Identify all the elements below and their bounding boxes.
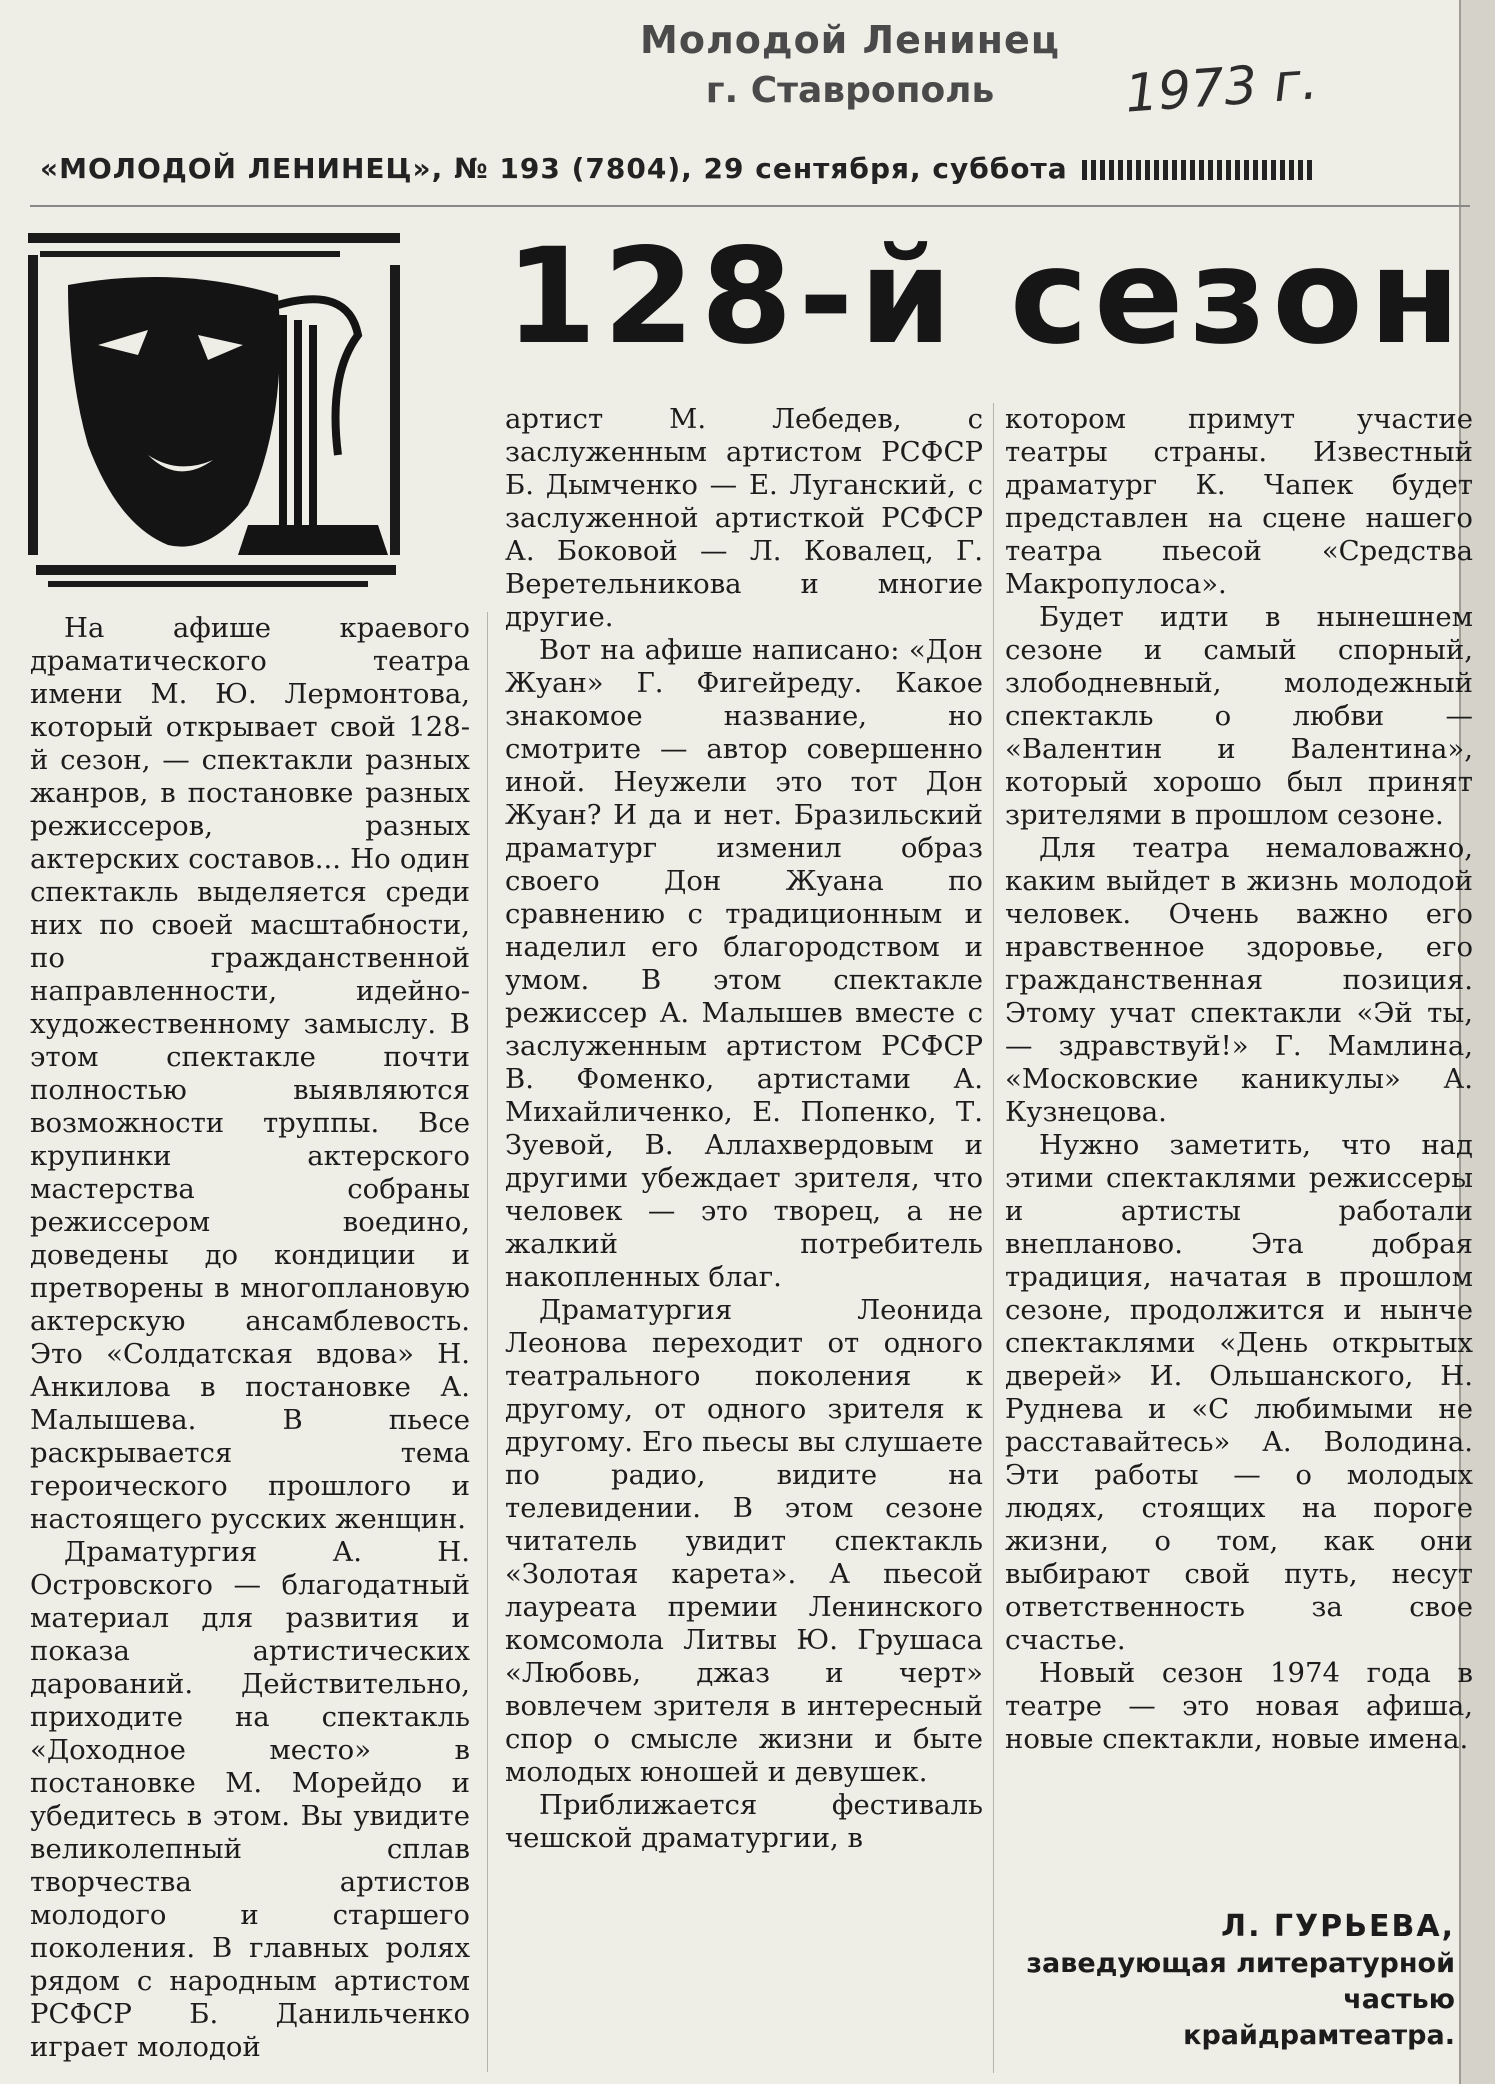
handwritten-year: 1973 г. bbox=[1123, 51, 1320, 125]
newspaper-name-stamp: Молодой Ленинец bbox=[640, 18, 1060, 62]
masthead-rule bbox=[30, 205, 1470, 207]
author-name: Л. ГУРЬЕВА, bbox=[1221, 1909, 1455, 1944]
paragraph: Будет идти в нынешнем сезоне и самый спорный, злободневный, молодежный спектакль о любви — «Валентин и Валентина», который хорошо был принят зрителями в прошлом сезоне. bbox=[1005, 601, 1473, 831]
paragraph: Драматургия Леонида Леонова переходит от одного театрального поколения к другому, от одного зрителя к другому. Его пьесы вы слушаете по радио, видите на телевидении. В этом сезоне читатель увидит спектакль «Золотая карета». А пьесой лауреата премии Ленинского комсомола Литвы Ю. Грушаса «Любовь, джаз и черт» вовлечем зрителя в интересный спор о смысле жизни и быте молодых юношей и девушек. bbox=[505, 1294, 983, 1788]
article-column-2 bbox=[505, 403, 983, 1855]
author-signature bbox=[1010, 1908, 1455, 2054]
lyre-icon bbox=[278, 299, 358, 525]
masthead-text: «МОЛОДОЙ ЛЕНИНЕЦ», № 193 (7804), 29 сентября, суббота bbox=[40, 152, 1068, 185]
paragraph: Вот на афише написано: «Дон Жуан» Г. Фигейреду. Какое знакомое название, но смотрите — автор совершенно иной. Неужели это тот Дон Жуан? И да и нет. Бразильский драматург изменил образ своего Дон Жуана по сравнению с традиционным и наделил его благородством и умом. В этом спектакле режиссер А. Малышев вместе с заслуженным артистом РСФСР В. Фоменко, артистами А. Михайличенко, Е. Попенко, Т. Зуевой, В. Аллахвердовым и другими убеждает зрителя, что человек — это творец, а не жалкий потребитель накопленных благ. bbox=[505, 634, 983, 1293]
city-stamp: г. Ставрополь bbox=[705, 70, 995, 111]
author-role-line: частью bbox=[1343, 1984, 1455, 2015]
author-role-line: крайдрамтеатра. bbox=[1183, 2020, 1455, 2051]
paragraph: На афише краевого драматического театра имени М. Ю. Лермонтова, который открывает свой 128-й сезон, — спектакли разных жанров, в постановке разных режиссеров, разных актерских составов... Но один спектакль выделяется среди них по своей масштабности, по гражданственной направленности, идейно-художественному замыслу. В этом спектакле почти полностью выявляются возможности труппы. Все крупинки актерского мастерства собраны режиссером воедино, доведены до кондиции и претворены в многоплановую актерскую ансамблевость. Это «Солдатская вдова» Н. Анкилова в постановке А. Малышева. В пьесе раскрывается тема героического прошлого и настоящего русских женщин. bbox=[30, 612, 470, 1535]
article-column-1 bbox=[30, 612, 470, 2064]
paragraph: котором примут участие театры страны. Известный драматург К. Чапек будет представлен на сцене нашего театра пьесой «Средства Макропулоса». bbox=[1005, 403, 1473, 600]
masthead-ornament bbox=[1082, 160, 1312, 180]
paragraph: Драматургия А. Н. Островского — благодатный материал для развития и показа артистических дарований. Действительно, приходите на спектакль «Доходное место» в постановке М. Морейдо и убедитесь в этом. Вы увидите великолепный сплав творчества артистов молодого и старшего поколения. В главных ролях рядом с народным артистом РСФСР Б. Данильченко играет молодой bbox=[30, 1536, 470, 2063]
article-column-3 bbox=[1005, 403, 1473, 1756]
article-headline: 128-й сезон bbox=[505, 220, 1467, 374]
author-role-line: заведующая литературной bbox=[1026, 1948, 1455, 1979]
paragraph: Для театра немаловажно, каким выйдет в жизнь молодой человек. Очень важно его нравственное здоровье, его гражданственная позиция. Этому учат спектакли «Эй ты, — здравствуй!» Г. Мамлина, «Московские каникулы» А. Кузнецова. bbox=[1005, 832, 1473, 1128]
paragraph: Новый сезон 1974 года в театре — это новая афиша, новые спектакли, новые имена. bbox=[1005, 1657, 1473, 1755]
paragraph: Приближается фестиваль чешской драматургии, в bbox=[505, 1789, 983, 1854]
paragraph: Нужно заметить, что над этими спектаклями режиссеры и артисты работали внепланово. Эта добрая традиция, начатая в прошлом сезоне, продолжится и нынче спектаклями «День открытых дверей» И. Ольшанского, Н. Руднева и «С любимыми не расставайтесь» А. Володина. Эти работы — о молодых людях, стоящих на пороге жизни, о том, как они выбирают свой путь, несут ответственность за свое счастье. bbox=[1005, 1129, 1473, 1656]
column-divider bbox=[487, 612, 488, 2072]
theatre-mask-logo bbox=[28, 225, 400, 595]
mask-icon bbox=[68, 277, 280, 547]
masthead-line bbox=[40, 152, 1470, 185]
paragraph: артист М. Лебедев, с заслуженным артистом РСФСР Б. Дымченко — Е. Луганский, с заслуженной артисткой РСФСР А. Боковой — Л. Ковалец, Г. Веретельникова и многие другие. bbox=[505, 403, 983, 633]
column-divider bbox=[993, 403, 994, 2073]
